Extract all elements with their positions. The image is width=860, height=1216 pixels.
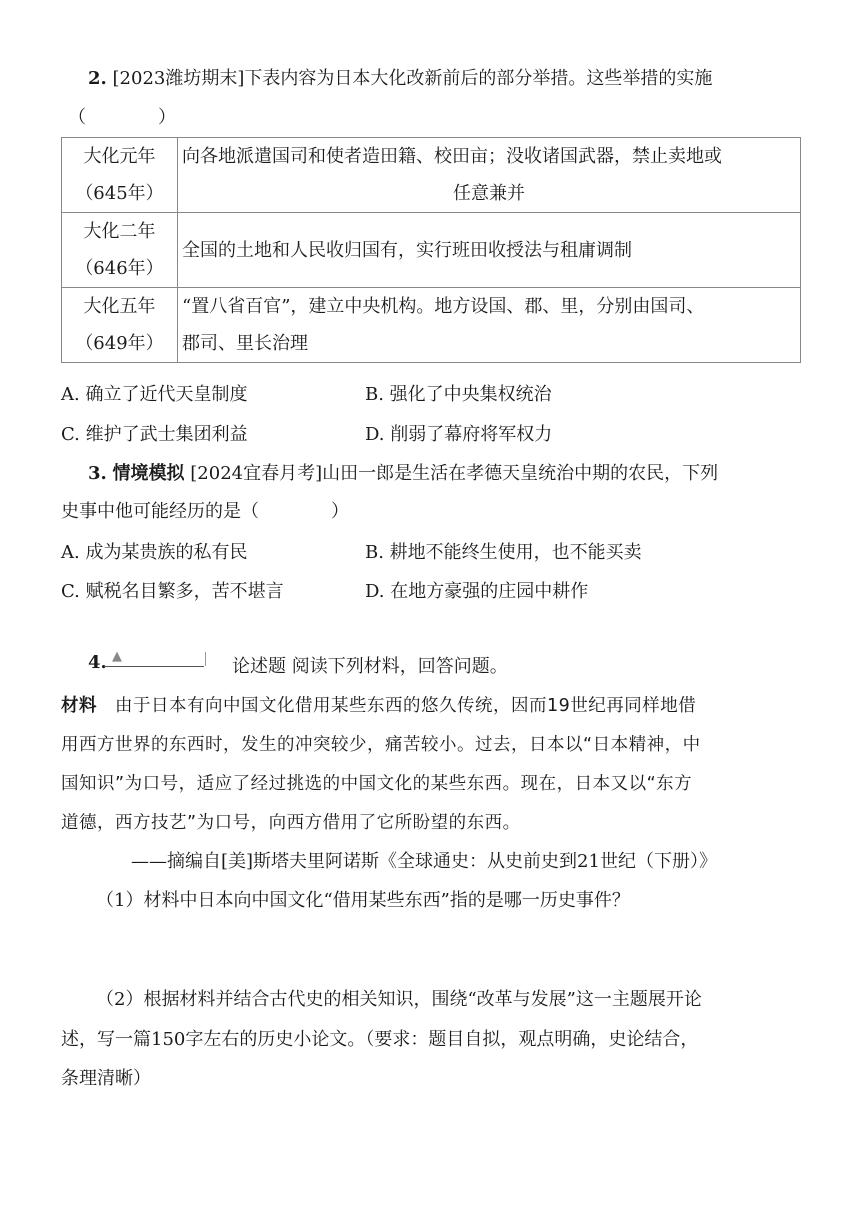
year-cell [62, 138, 178, 213]
q3-stem-line [88, 459, 718, 485]
q3-number: 3. [88, 463, 107, 484]
pencil-icon: ▲ [112, 649, 122, 664]
q4-number: 4. [88, 652, 107, 673]
material-text: 由于日本有向中国文化借用某些东西的悠久传统，因而19世纪再同样地借 [115, 696, 697, 716]
year-ad: （649年） [75, 333, 164, 354]
measure-cell [178, 213, 801, 288]
q4-sub1: （1）材料中日本向中国文化“借用某些东西”指的是哪一历史事件？ [96, 890, 630, 911]
year-cell [62, 288, 178, 363]
badge-endcap [205, 652, 206, 666]
q2-option-c[interactable]: C. 维护了武士集团利益 [61, 424, 248, 445]
measure-cell [178, 138, 801, 213]
q2-stem: [2023潍坊期末]下表内容为日本大化改新前后的部分举措。这些举措的实施 [112, 68, 713, 89]
measure-text: “置八省百官”，建立中央机构。地方设国、郡、里，分别由国司、 [182, 296, 705, 317]
year-name: 大化元年 [83, 146, 156, 167]
q2-option-b[interactable]: B. 强化了中央集权统治 [365, 384, 552, 405]
q3-option-c[interactable]: C. 赋税名目繁多，苦不堪言 [61, 581, 284, 602]
measure-text-cont: 郡司、里长治理 [182, 333, 308, 354]
year-cell [62, 213, 178, 288]
q3-stem: [2024宜春月考]山田一郎是生活在孝德天皇统治中期的农民，下列 [190, 463, 719, 484]
table-row [62, 288, 801, 363]
q2-stem-line [88, 64, 712, 90]
material-line-1 [61, 692, 696, 717]
q2-option-d[interactable]: D. 削弱了幕府将军权力 [365, 424, 553, 445]
q4-stem: 论述题 阅读下列材料，回答问题。 [232, 656, 508, 677]
q3-option-b[interactable]: B. 耕地不能终生使用，也不能买卖 [365, 542, 642, 563]
material-label: 材料 [61, 696, 97, 716]
question-type-badge [104, 650, 204, 667]
q4-sub2-line-2: 述，写一篇150字左右的历史小论文。（要求：题目自拟，观点明确，史论结合， [61, 1029, 699, 1050]
q4-sub2-line-3: 条理清晰） [61, 1068, 151, 1089]
measure-text: 全国的土地和人民收归国有，实行班田收授法与租庸调制 [182, 239, 632, 261]
material-line-2: 用西方世界的东西时，发生的冲突较少，痛苦较小。过去，日本以“日本精神，中 [61, 735, 701, 755]
q4-sub2-line-1: （2）根据材料并结合古代史的相关知识，围绕“改革与发展”这一主题展开论 [96, 989, 702, 1010]
table-row [62, 213, 801, 288]
q3-option-d[interactable]: D. 在地方豪强的庄园中耕作 [365, 581, 589, 602]
material-line-4: 道德，西方技艺”为口号，向西方借用了它所盼望的东西。 [61, 813, 521, 833]
q3-option-a[interactable]: A. 成为某贵族的私有民 [61, 542, 248, 563]
year-name: 大化二年 [83, 221, 156, 242]
measure-text-cont: 任意兼并 [453, 183, 525, 204]
measure-text: 向各地派遣国司和使者造田籍、校田亩；没收诸国武器，禁止卖地或 [182, 146, 722, 167]
table-row [62, 138, 801, 213]
q2-option-a[interactable]: A. 确立了近代天皇制度 [61, 384, 248, 405]
material-source: ——摘编自[美]斯塔夫里阿诺斯《全球通史：从史前史到21世纪（下册）》 [131, 851, 717, 872]
year-ad: （646年） [75, 258, 164, 279]
year-name: 大化五年 [83, 296, 156, 317]
q2-number: 2. [88, 68, 107, 89]
reform-measures-table [61, 137, 801, 363]
q2-answer-paren: （ ） [68, 107, 176, 128]
measure-cell [178, 288, 801, 363]
year-ad: （645年） [75, 183, 164, 204]
q3-tag: 情境模拟 [112, 463, 185, 484]
q3-stem-line2: 史事中他可能经历的是（ ） [61, 501, 349, 522]
material-line-3: 国知识”为口号，适应了经过挑选的中国文化的某些东西。现在，日本又以“东方 [61, 774, 693, 794]
